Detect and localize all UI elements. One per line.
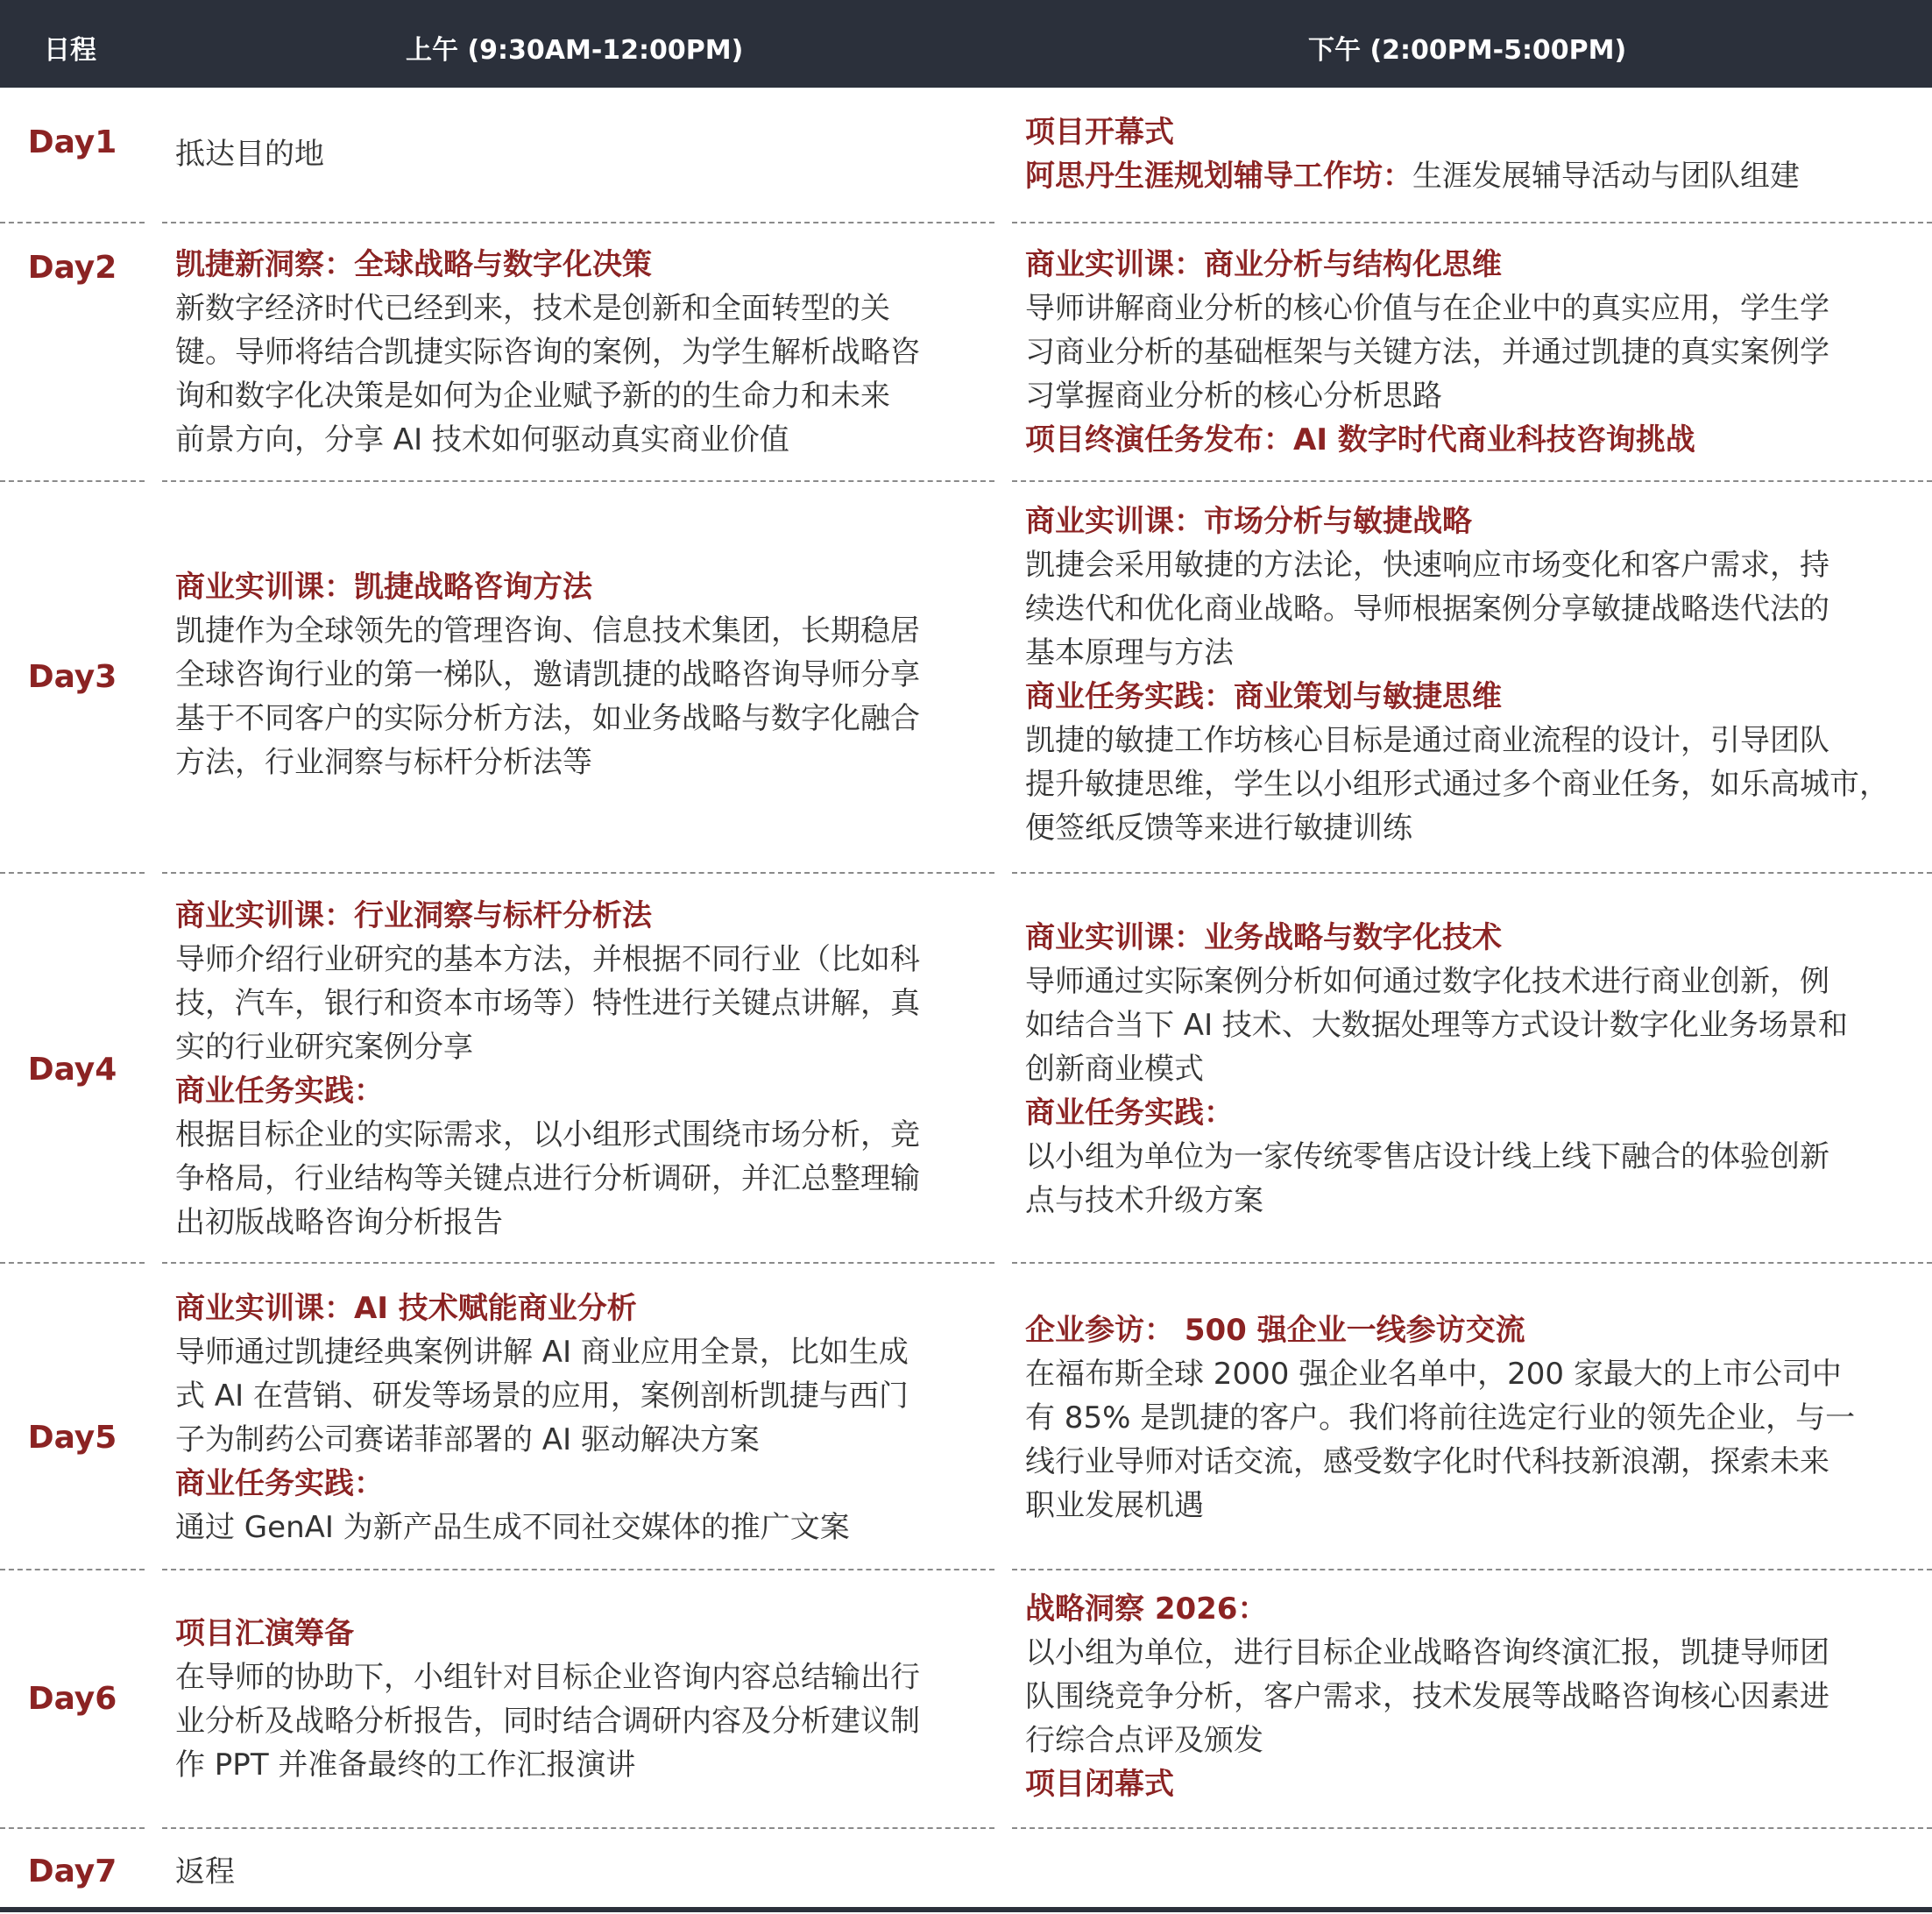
row-divider (1012, 480, 1932, 482)
body-text: 出初版战略咨询分析报告 (175, 1205, 503, 1240)
body-text: 线行业导师对话交流，感受数字化时代科技新浪潮，探索未来 (1025, 1444, 1829, 1479)
afternoon-cell (1025, 243, 1919, 462)
section-title: 商业实训课：市场分析与敏捷战略 (1025, 504, 1472, 539)
body-text: 生涯发展辅导活动与团队组建 (1412, 159, 1800, 194)
section-title: 项目闭幕式 (1025, 1767, 1174, 1802)
body-text: 通过 GenAI 为新产品生成不同社交媒体的推广文案 (175, 1510, 850, 1545)
body-text: 导师通过实际案例分析如何通过数字化技术进行商业创新，例 (1025, 964, 1829, 999)
body-text: 凯捷作为全球领先的管理咨询、信息技术集团，长期稳居 (175, 613, 920, 649)
body-text: 方法，行业洞察与标杆分析法等 (175, 745, 592, 780)
day-label: Day4 (27, 1052, 117, 1088)
row-divider (0, 1827, 145, 1829)
section-title: 项目开幕式 (1025, 115, 1174, 150)
table-header (0, 0, 1932, 88)
afternoon-cell (1025, 1308, 1919, 1528)
section-title: 项目终演任务发布：AI 数字时代商业科技咨询挑战 (1025, 422, 1695, 457)
morning-cell (175, 243, 999, 462)
body-text: 子为制药公司赛诺菲部署的 AI 驱动解决方案 (175, 1422, 760, 1457)
body-text: 续迭代和优化商业战略。导师根据案例分享敏捷战略迭代法的 (1025, 592, 1829, 627)
bottom-rule (0, 1907, 1932, 1912)
day-label: Day6 (27, 1681, 117, 1717)
header-schedule: 日程 (44, 35, 96, 66)
section-title: 战略洞察 2026： (1025, 1591, 1268, 1627)
body-text: 作 PPT 并准备最终的工作汇报演讲 (175, 1747, 636, 1783)
body-text: 导师讲解商业分析的核心价值与在企业中的真实应用，学生学 (1025, 291, 1829, 326)
row-divider (0, 872, 145, 874)
afternoon-cell (1025, 1587, 1919, 1806)
morning-cell (175, 1287, 999, 1549)
row-divider (0, 1262, 145, 1264)
row-divider (162, 480, 994, 482)
body-text: 询和数字化决策是如何为企业赋予新的的生命力和未来 (175, 379, 890, 414)
body-text: 式 AI 在营销、研发等场景的应用，案例剖析凯捷与西门 (175, 1379, 909, 1414)
cell-line (1025, 154, 1919, 198)
body-text: 如结合当下 AI 技术、大数据处理等方式设计数字化业务场景和 (1025, 1008, 1848, 1043)
section-title: 商业实训课：商业分析与结构化思维 (1025, 247, 1502, 282)
section-title: 商业任务实践： (175, 1466, 384, 1501)
row-divider (162, 1569, 994, 1570)
body-text: 抵达目的地 (175, 137, 324, 172)
row-divider (162, 872, 994, 874)
section-title: 企业参访： 500 强企业一线参访交流 (1025, 1313, 1525, 1348)
body-text: 职业发展机遇 (1025, 1488, 1204, 1523)
row-divider (1012, 1569, 1932, 1570)
row-divider (162, 222, 994, 223)
body-text: 争格局，行业结构等关键点进行分析调研，并汇总整理输 (175, 1161, 920, 1196)
day-label: Day7 (27, 1854, 117, 1889)
day-label: Day5 (27, 1420, 117, 1456)
afternoon-cell (1025, 500, 1919, 850)
body-text: 以小组为单位为一家传统零售店设计线上线下融合的体验创新 (1025, 1139, 1829, 1174)
body-text: 创新商业模式 (1025, 1052, 1204, 1087)
body-text: 点与技术升级方案 (1025, 1183, 1263, 1218)
body-text: 有 85% 是凯捷的客户。我们将前往选定行业的领先企业，与一 (1025, 1400, 1856, 1436)
row-divider (0, 1569, 145, 1570)
day-label: Day3 (27, 659, 117, 695)
row-divider (1012, 1827, 1932, 1829)
section-title: 项目汇演筹备 (175, 1616, 354, 1651)
body-text: 队围绕竞争分析，客户需求，技术发展等战略咨询核心因素进 (1025, 1679, 1829, 1714)
afternoon-cell (1025, 110, 1919, 198)
body-text: 前景方向，分享 AI 技术如何驱动真实商业价值 (175, 422, 789, 457)
body-text: 提升敏捷思维，学生以小组形式通过多个商业任务，如乐高城市， (1025, 767, 1889, 802)
row-divider (1012, 222, 1932, 223)
section-title: 商业实训课：业务战略与数字化技术 (1025, 920, 1502, 955)
row-divider (162, 1262, 994, 1264)
row-divider (1012, 872, 1932, 874)
body-text: 全球咨询行业的第一梯队，邀请凯捷的战略咨询导师分享 (175, 657, 920, 692)
body-text: 导师通过凯捷经典案例讲解 AI 商业应用全景，比如生成 (175, 1335, 909, 1370)
body-text: 技，汽车，银行和资本市场等）特性进行关键点讲解，真 (175, 986, 920, 1021)
body-text: 返程 (175, 1854, 235, 1889)
row-divider (1012, 1262, 1932, 1264)
body-text: 在福布斯全球 2000 强企业名单中，200 家最大的上市公司中 (1025, 1357, 1842, 1392)
body-text: 行综合点评及颁发 (1025, 1723, 1263, 1758)
morning-cell (175, 894, 999, 1244)
body-text: 基本原理与方法 (1025, 635, 1234, 670)
section-title: 商业任务实践： (1025, 1095, 1234, 1131)
header-morning: 上午 (9:30AM-12:00PM) (406, 35, 744, 66)
section-title: 商业任务实践： (175, 1074, 384, 1109)
day-label: Day2 (27, 250, 117, 286)
body-text: 凯捷会采用敏捷的方法论，快速响应市场变化和客户需求，持 (1025, 548, 1829, 583)
body-text: 以小组为单位，进行目标企业战略咨询终演汇报，凯捷导师团 (1025, 1635, 1829, 1670)
body-text: 凯捷的敏捷工作坊核心目标是通过商业流程的设计，引导团队 (1025, 723, 1829, 758)
body-text: 便签纸反馈等来进行敏捷训练 (1025, 811, 1412, 846)
afternoon-cell (1025, 916, 1919, 1223)
day-label: Day1 (27, 124, 117, 160)
morning-cell (175, 132, 999, 176)
highlight-text: 阿思丹生涯规划辅导工作坊： (1025, 159, 1412, 194)
morning-cell (175, 1850, 999, 1894)
header-afternoon: 下午 (2:00PM-5:00PM) (1308, 35, 1627, 66)
body-text: 导师介绍行业研究的基本方法，并根据不同行业（比如科 (175, 942, 920, 977)
section-title: 商业实训课：AI 技术赋能商业分析 (175, 1291, 637, 1326)
section-title: 凯捷新洞察：全球战略与数字化决策 (175, 247, 652, 282)
row-divider (0, 222, 145, 223)
body-text: 键。导师将结合凯捷实际咨询的案例，为学生解析战略咨 (175, 335, 920, 370)
section-title: 商业实训课：行业洞察与标杆分析法 (175, 898, 652, 933)
body-text: 习掌握商业分析的核心分析思路 (1025, 379, 1442, 414)
section-title: 商业任务实践：商业策划与敏捷思维 (1025, 679, 1502, 714)
section-title: 商业实训课：凯捷战略咨询方法 (175, 570, 592, 605)
body-text: 新数字经济时代已经到来，技术是创新和全面转型的关 (175, 291, 890, 326)
body-text: 基于不同客户的实际分析方法，如业务战略与数字化融合 (175, 701, 920, 736)
row-divider (0, 480, 145, 482)
morning-cell (175, 1612, 999, 1787)
morning-cell (175, 565, 999, 784)
body-text: 在导师的协助下，小组针对目标企业咨询内容总结输出行 (175, 1660, 920, 1695)
body-text: 业分析及战略分析报告，同时结合调研内容及分析建议制 (175, 1704, 920, 1739)
body-text: 根据目标企业的实际需求，以小组形式围绕市场分析，竞 (175, 1117, 920, 1152)
body-text: 习商业分析的基础框架与关键方法，并通过凯捷的真实案例学 (1025, 335, 1829, 370)
row-divider (162, 1827, 994, 1829)
body-text: 实的行业研究案例分享 (175, 1030, 473, 1065)
